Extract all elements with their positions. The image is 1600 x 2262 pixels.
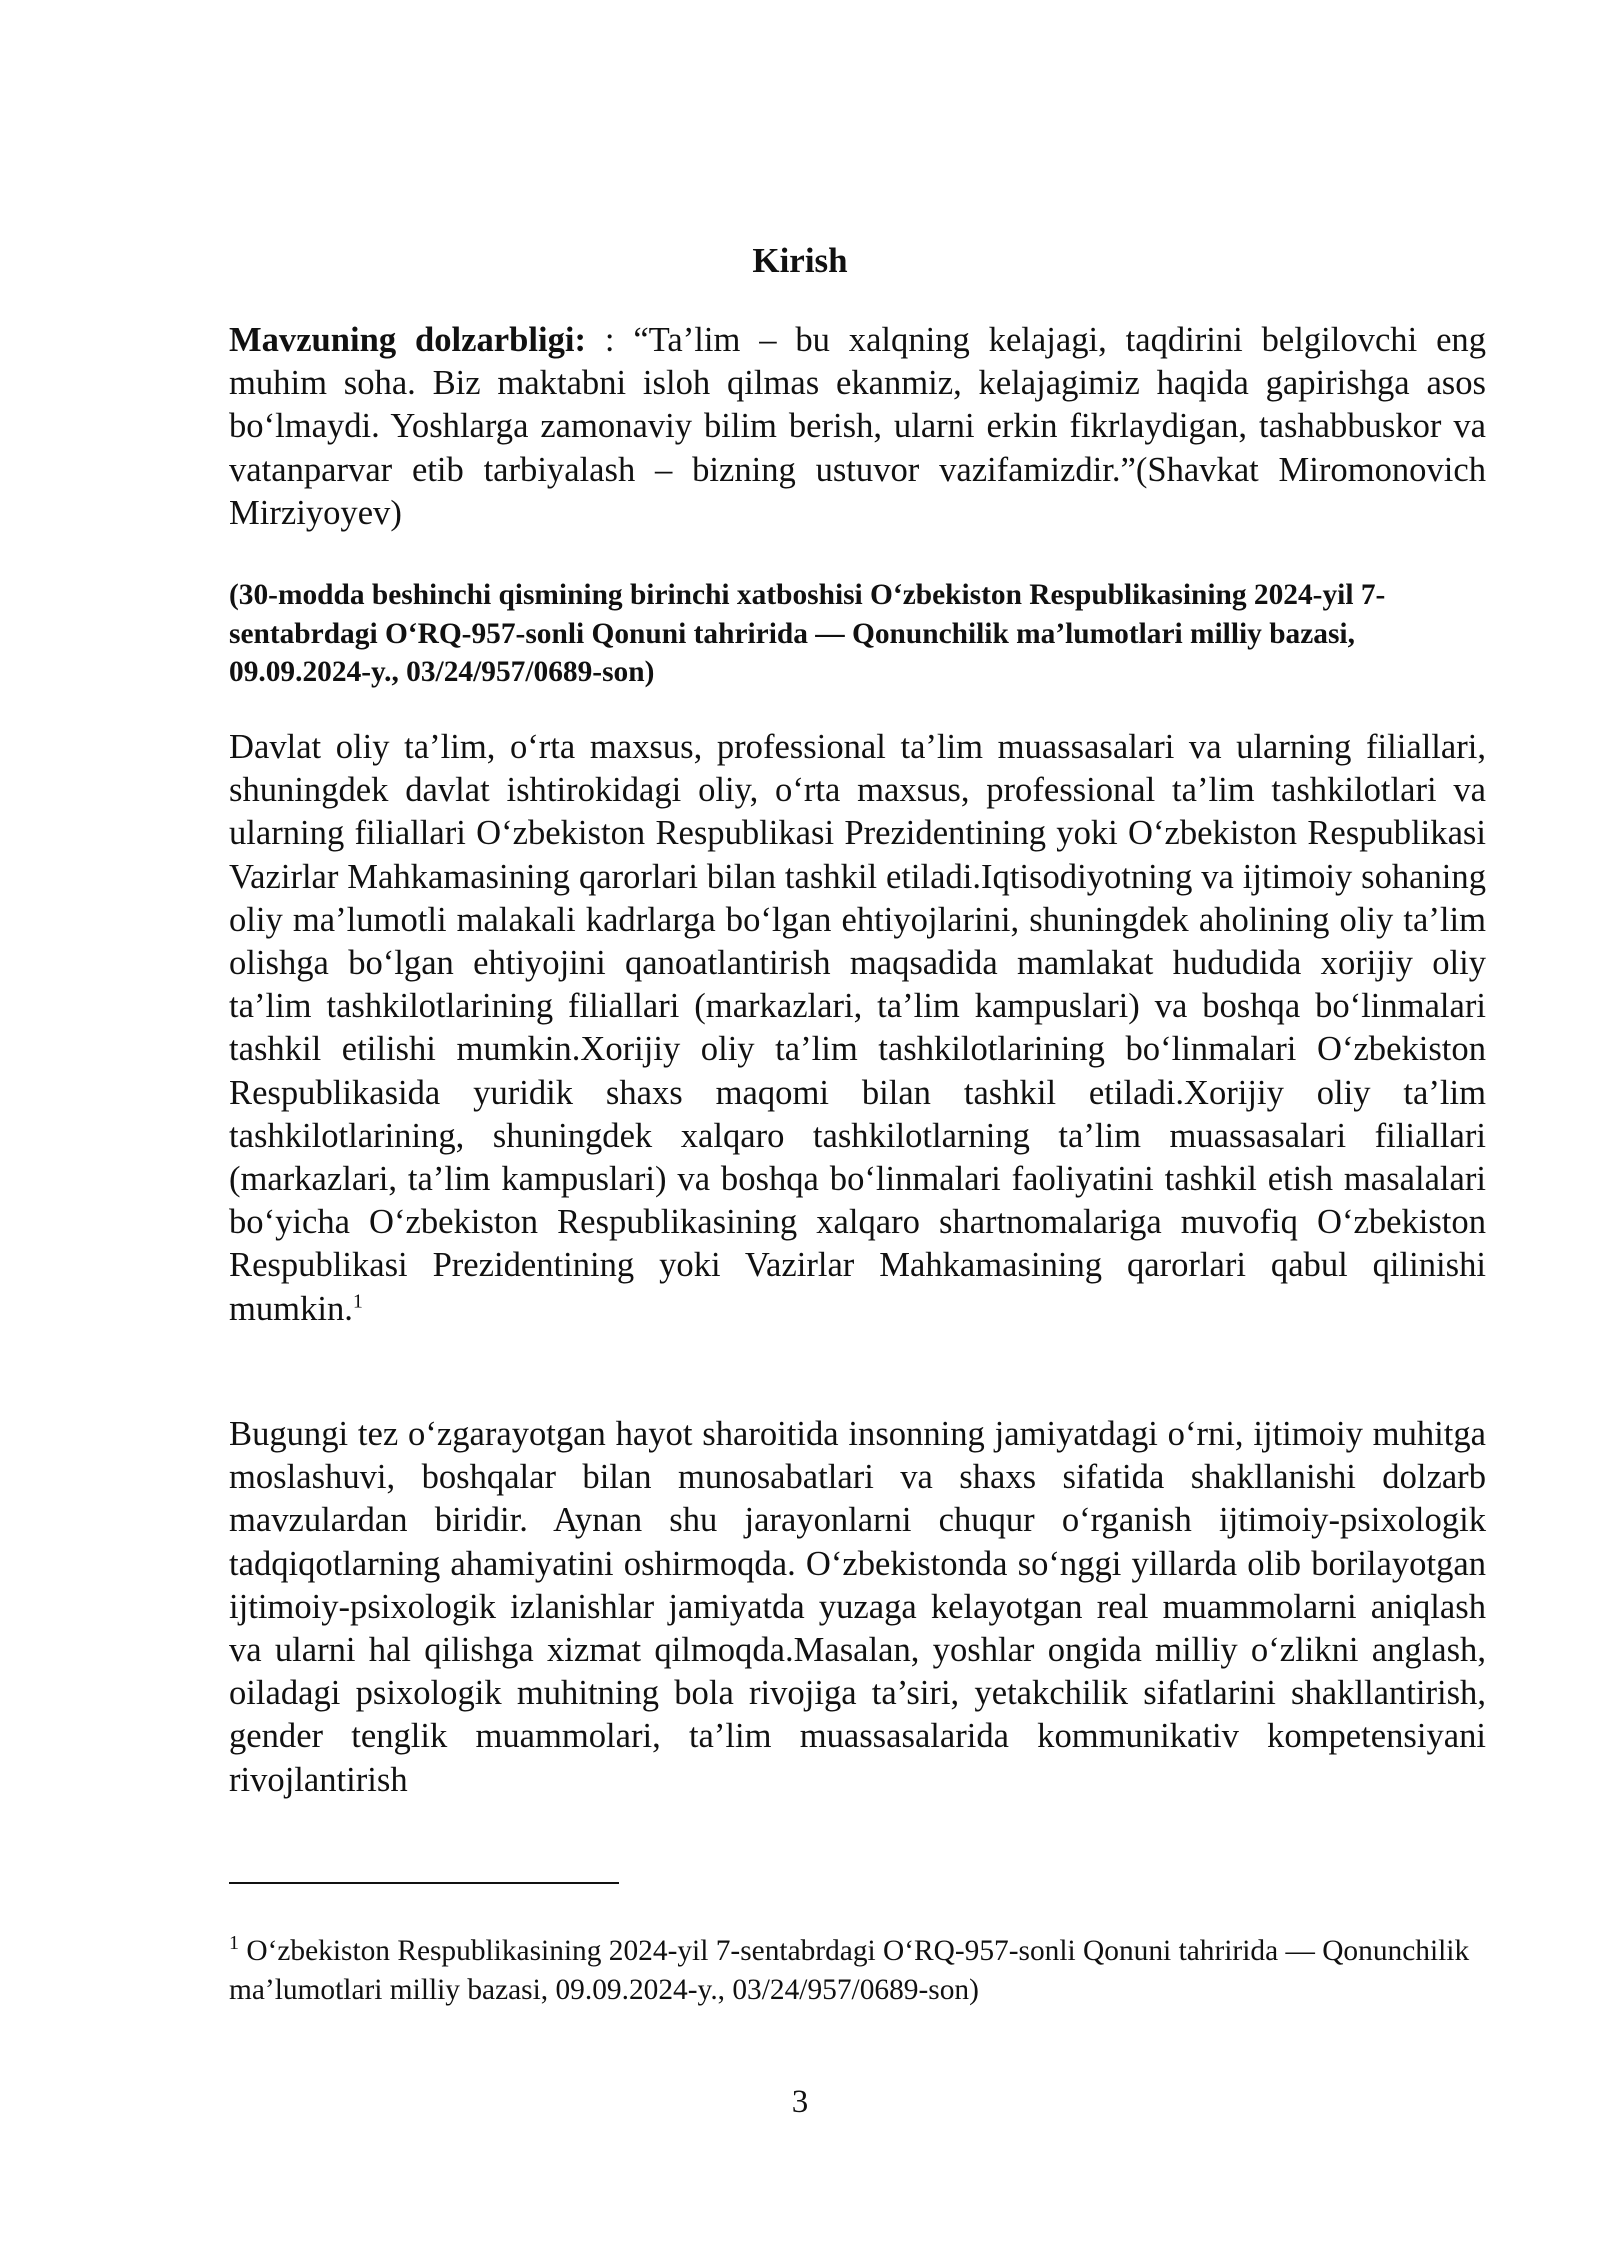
intro-label: Mavzuning dolzarbligi: <box>229 321 586 359</box>
footnote-reference[interactable]: 1 <box>352 1290 363 1313</box>
page-number: 3 <box>791 2084 809 2120</box>
body-paragraph-1 <box>229 726 1486 1331</box>
section-heading: Kirish <box>752 241 848 280</box>
intro-quote-text: : “Ta’lim – bu xalqning kelajagi, taqdirini belgilovchi eng muhim soha. Biz maktabni isloh qilmas ekanmiz, kelajagimiz haqida gapirishga asos bo‘lmaydi. Yoshlarga zamonaviy bilim berish, ularni erkin fikrlaydigan, tashabbuskor va vatanparvar etib tarbiyalash – bizning ustuvor vazifamizdir.”(Shavkat Miromonovich Mirziyoyev) <box>229 321 1486 532</box>
footnote <box>229 1932 1486 2010</box>
footnote-text: O‘zbekiston Respublikasining 2024-yil 7-sentabrdagi O‘RQ-957-sonli Qonuni tahririda — Qonunchilik ma’lumotlari milliy bazasi, 09.09.2024-y., 03/24/957/0689-son) <box>229 1935 1470 2006</box>
body-paragraph-1-text: Davlat oliy ta’lim, o‘rta maxsus, professional ta’lim muassasalari va ularning filiallari, shuningdek davlat ishtirokidagi oliy, o‘rta maxsus, professional ta’lim tashkilotlari va ularning filiallari O‘zbekiston Respublikasi Prezidentining yoki O‘zbekiston Respublikasi Vazirlar Mahkamasining qarorlari bilan tashkil etiladi.Iqtisodiyotning va ijtimoiy sohaning oliy ma’lumotli malakali kadrlarga bo‘lgan ehtiyojlarini, shuningdek aholining oliy ta’lim olishga bo‘lgan ehtiyojini qanoatlantirish maqsadida mamlakat hududida xorijiy oliy ta’lim tashkilotlarining filiallari (markazlari, ta’lim kampuslari) va boshqa bo‘linmalari tashkil etilishi mumkin.Xorijiy oliy ta’lim tashkilotlarining bo‘linmalari O‘zbekiston Respublikasida yuridik shaxs maqomi bilan tashkil etiladi.Xorijiy oliy ta’lim tashkilotlarining, shuningdek xalqaro tashkilotlarning ta’lim muassasalari filiallari (markazlari, ta’lim kampuslari) va boshqa bo‘linmalari faoliyatini tashkil etish masalalari bo‘yicha O‘zbekiston Respublikasining xalqaro shartnomalariga muvofiq O‘zbekiston Respublikasi Prezidentining yoki Vazirlar Mahkamasining qarorlari qabul qilinishi mumkin. <box>229 728 1486 1328</box>
footnote-separator <box>229 1882 619 1884</box>
legal-citation: (30-modda beshinchi qismining birinchi xatboshisi O‘zbekiston Respublikasining 2024-yil 7-sentabrdagi O‘RQ-957-sonli Qonuni tahririda — Qonunchilik ma’lumotlari milliy bazasi, 09.09.2024-y., 03/24/957/0689-son) <box>229 579 1386 688</box>
footnote-number: 1 <box>229 1932 239 1955</box>
body-paragraph-2: Bugungi tez o‘zgarayotgan hayot sharoitida insonning jamiyatdagi o‘rni, ijtimoiy muhitga moslashuvi, boshqalar bilan munosabatlari va shaxs sifatida shakllanishi dolzarb mavzulardan biridir. Aynan shu jarayonlarni chuqur o‘rganish ijtimoiy-psixologik tadqiqotlarning ahamiyatini oshirmoqda. O‘zbekistonda so‘nggi yillarda olib borilayotgan ijtimoiy-psixologik izlanishlar jamiyatda yuzaga kelayotgan real muammolarni aniqlash va ularni hal qilishga xizmat qilmoqda.Masalan, yoshlar ongida milliy o‘zlikni anglash, oiladagi psixologik muhitning bola rivojiga ta’siri, yetakchilik sifatlarini shakllantirish, gender tenglik muammolari, ta’lim muassasalarida kommunikativ kompetensiyani rivojlantirish <box>229 1415 1486 1799</box>
intro-paragraph <box>229 319 1486 535</box>
